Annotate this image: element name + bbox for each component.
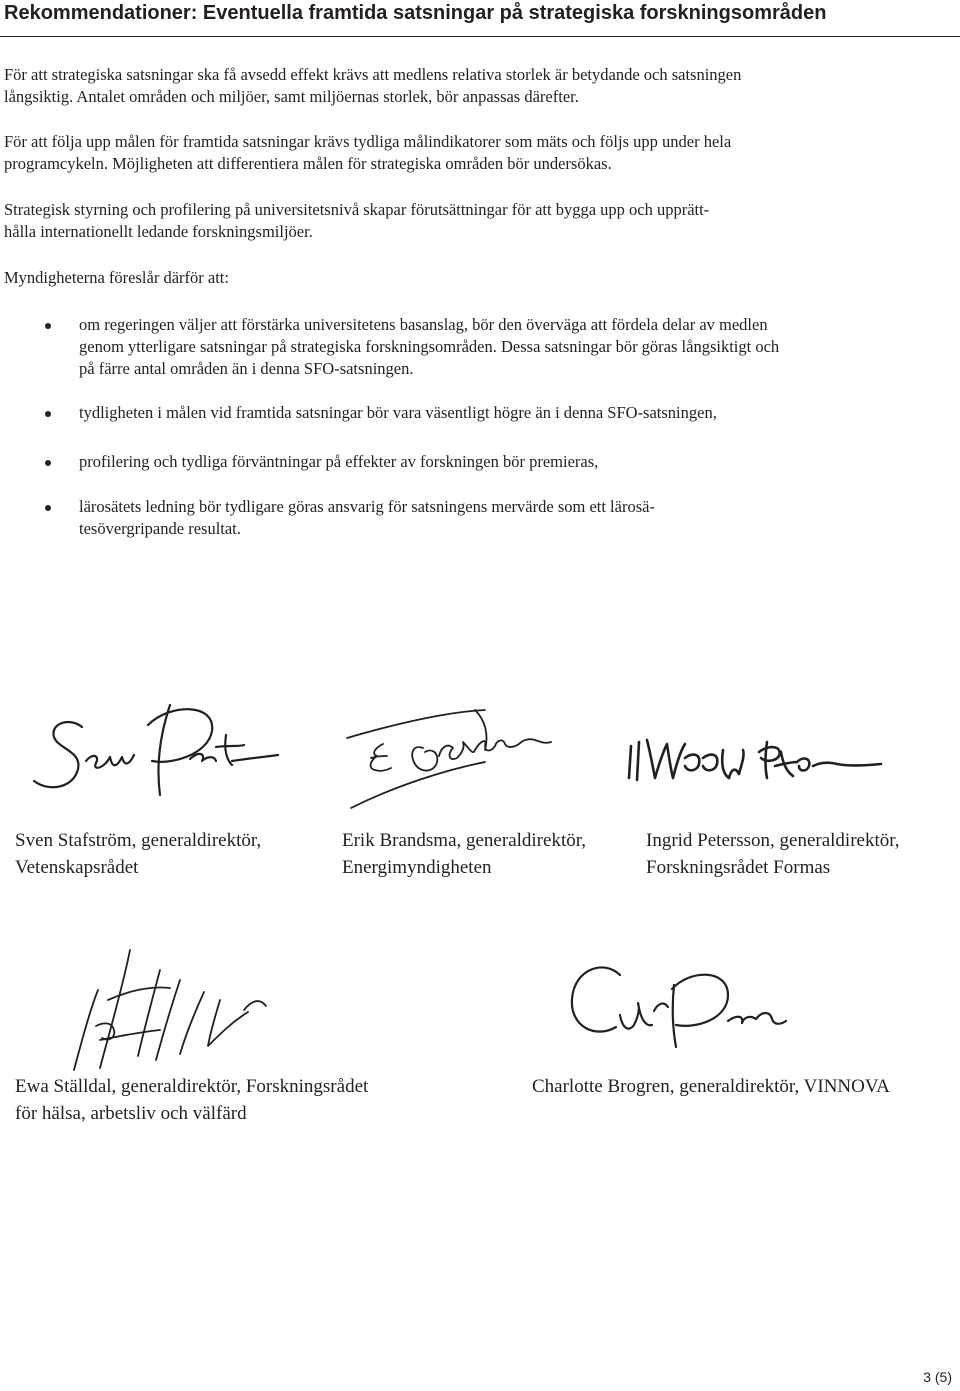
paragraph-3	[4, 199, 904, 243]
signatory-name: Ewa Ställdal, generaldirektör, Forskningsrådet	[15, 1076, 369, 1097]
signature-ingrid-petersson	[625, 728, 885, 788]
signatory-caption-1	[15, 827, 261, 881]
list-item	[79, 314, 939, 380]
list-item-line: på färre antal områden än i denna SFO-satsningen.	[79, 359, 414, 378]
signatory-organisation: för hälsa, arbetsliv och välfärd	[15, 1103, 247, 1124]
paragraph-line: programcykeln. Möjligheten att differentiera målen för strategiska områden bör undersökas.	[4, 154, 612, 173]
signatory-organisation: Energimyndigheten	[342, 857, 492, 878]
signature-charlotte-brogren	[560, 955, 790, 1055]
paragraph-line: För att strategiska satsningar ska få avsedd effekt krävs att medlens relativa storlek är betydande och satsningen	[4, 65, 742, 84]
paragraph-line: Myndigheterna föreslår därför att:	[4, 268, 229, 287]
signatory-name: Sven Stafström, generaldirektör,	[15, 830, 262, 851]
list-item	[79, 451, 939, 473]
list-item-line: om regeringen väljer att förstärka universitetens basanslag, bör den överväga att fördela delar av medlen	[79, 315, 768, 334]
list-item-line: tesövergripande resultat.	[79, 519, 241, 538]
signatory-organisation: Vetenskapsrådet	[15, 857, 139, 878]
list-item-line: profilering och tydliga förväntningar på effekter av forskningen bör premieras,	[79, 452, 599, 471]
list-item-line: lärosätets ledning bör tydligare göras ansvarig för satsningens mervärde som ett lärosä-	[79, 497, 655, 516]
signature-erik-brandsma	[335, 690, 560, 820]
paragraph-line: Strategisk styrning och profilering på universitetsnivå skapar förutsättningar för att bygga upp och upprätt-	[4, 200, 710, 219]
paragraph-4	[4, 267, 904, 289]
signature-ewa-stalldal	[60, 930, 280, 1075]
list-item	[79, 496, 939, 540]
signatory-caption-3	[646, 827, 900, 881]
paragraph-line: långsiktig. Antalet områden och miljöer, samt miljöernas storlek, bör anpassas därefter.	[4, 87, 579, 106]
signatory-name: Erik Brandsma, generaldirektör,	[342, 830, 587, 851]
signatory-name: Ingrid Petersson, generaldirektör,	[646, 830, 900, 851]
signatory-name: Charlotte Brogren, generaldirektör, VINNOVA	[532, 1076, 890, 1097]
paragraph-line: hålla internationellt ledande forskningsmiljöer.	[4, 222, 313, 241]
signatory-organisation: Forskningsrådet Formas	[646, 857, 831, 878]
page-title: Rekommendationer: Eventuella framtida satsningar på strategiska forskningsområden	[4, 2, 827, 24]
signatory-caption-2	[342, 827, 586, 881]
page-number: 3 (5)	[923, 1369, 952, 1385]
paragraph-2	[4, 131, 904, 175]
bullet-icon	[45, 323, 51, 329]
bullet-icon	[45, 505, 51, 511]
paragraph-line: För att följa upp målen för framtida satsningar krävs tydliga målindikatorer som mäts och följs upp under hela	[4, 132, 732, 151]
bullet-icon	[45, 411, 51, 417]
signatory-caption-4	[15, 1073, 368, 1127]
list-item	[79, 402, 939, 424]
signatory-caption-5	[532, 1073, 890, 1100]
title-divider	[0, 36, 960, 37]
list-item-line: tydligheten i målen vid framtida satsningar bör vara väsentligt högre än i denna SFO-satsningen,	[79, 403, 717, 422]
paragraph-1	[4, 64, 904, 108]
signature-sven-stafstrom	[20, 695, 290, 815]
bullet-icon	[45, 460, 51, 466]
list-item-line: genom ytterligare satsningar på strategiska forskningsområden. Dessa satsningar bör göras långsiktigt och	[79, 337, 780, 356]
